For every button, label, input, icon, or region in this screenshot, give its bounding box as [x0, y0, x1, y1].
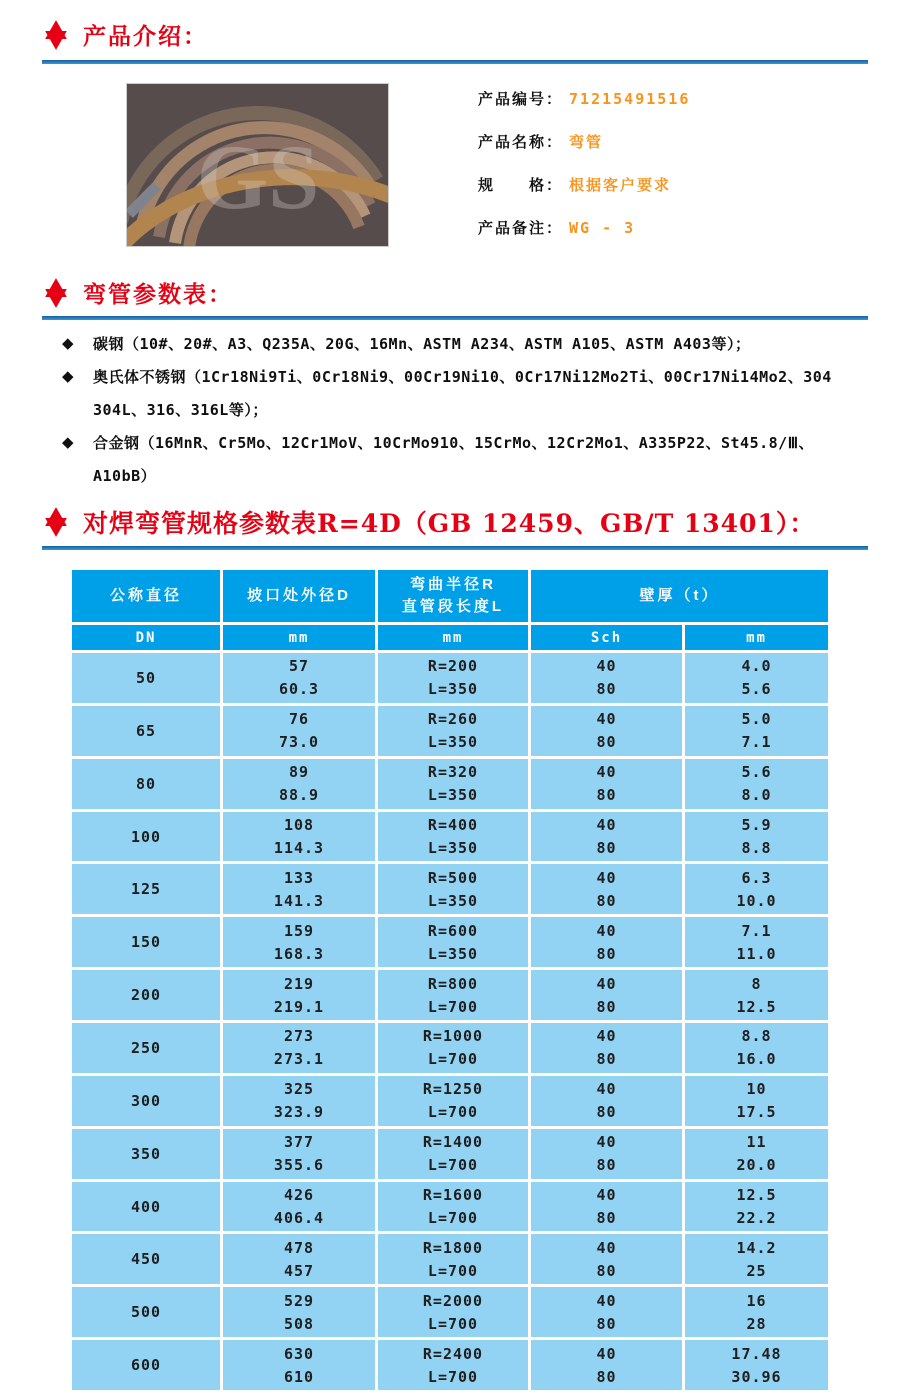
spec-table-header	[72, 570, 828, 622]
bullet-item-line	[62, 334, 868, 367]
field-value: 71215491516	[569, 90, 691, 108]
star-icon	[42, 506, 70, 538]
table-row	[72, 1340, 828, 1390]
cell-dn: 80	[72, 759, 220, 809]
spec-table	[72, 570, 828, 1390]
cell-dn: 350	[72, 1129, 220, 1179]
cell-sch: 40 80	[531, 1340, 682, 1390]
bullet-text: 奥氏体不锈钢（1Cr18Ni9Ti、0Cr18Ni9、00Cr19Ni10、0Cr17Ni12Mo2Ti、00Cr17Ni14Mo2、304	[93, 368, 832, 386]
cell-sch: 40 80	[531, 1129, 682, 1179]
product-fields	[478, 88, 690, 235]
cell-radius-length: R=200 L=350	[378, 653, 528, 703]
cell-outer-diameter: 630 610	[223, 1340, 375, 1390]
cell-outer-diameter: 273 273.1	[223, 1023, 375, 1073]
star-icon	[42, 19, 70, 51]
section-params-header	[42, 276, 233, 309]
bent-pipes-image	[127, 84, 388, 246]
cell-sch: 40 80	[531, 970, 682, 1020]
bullet-text: A10bB）	[93, 467, 157, 485]
cell-dn: 600	[72, 1340, 220, 1390]
cell-thickness: 8.8 16.0	[685, 1023, 828, 1073]
cell-thickness: 5.6 8.0	[685, 759, 828, 809]
section-intro-title: 产品介绍：	[83, 23, 208, 49]
cell-outer-diameter: 219 219.1	[223, 970, 375, 1020]
cell-dn: 65	[72, 706, 220, 756]
table-row	[72, 864, 828, 914]
field-label: 产品备注：	[478, 220, 564, 237]
divider-line	[42, 316, 868, 320]
cell-thickness: 12.5 22.2	[685, 1182, 828, 1232]
cell-dn: 200	[72, 970, 220, 1020]
unit-mm: mm	[378, 625, 528, 650]
cell-radius-length: R=260 L=350	[378, 706, 528, 756]
field-value: 弯管	[569, 133, 604, 151]
table-row	[72, 1287, 828, 1337]
star-icon	[42, 277, 70, 309]
cell-dn: 125	[72, 864, 220, 914]
cell-outer-diameter: 478 457	[223, 1234, 375, 1284]
cell-radius-length: R=1800 L=700	[378, 1234, 528, 1284]
field-label: 产品名称：	[478, 134, 564, 151]
unit-sch: Sch	[531, 625, 682, 650]
bullet-item-line	[62, 433, 868, 466]
header-wall-thickness: 壁厚（t）	[531, 570, 828, 622]
field-label: 产品编号：	[478, 91, 564, 108]
cell-radius-length: R=320 L=350	[378, 759, 528, 809]
cell-thickness: 7.1 11.0	[685, 917, 828, 967]
cell-sch: 40 80	[531, 812, 682, 862]
bullet-text: 合金钢（16MnR、Cr5Mo、12Cr1MoV、10CrMo910、15CrMo、12Cr2Mo1、A335P22、St45.8/Ⅲ、	[93, 434, 815, 452]
section-spec-header	[42, 504, 815, 540]
spec-table-units-row	[72, 625, 828, 650]
cell-outer-diameter: 426 406.4	[223, 1182, 375, 1232]
cell-dn: 100	[72, 812, 220, 862]
section-intro-header	[42, 18, 208, 51]
cell-thickness: 11 20.0	[685, 1129, 828, 1179]
cell-thickness: 14.2 25	[685, 1234, 828, 1284]
unit-mm: mm	[685, 625, 828, 650]
cell-radius-length: R=2400 L=700	[378, 1340, 528, 1390]
cell-radius-length: R=2000 L=700	[378, 1287, 528, 1337]
divider-line	[42, 60, 868, 64]
cell-dn: 450	[72, 1234, 220, 1284]
cell-radius-length: R=1250 L=700	[378, 1076, 528, 1126]
section-spec-title: 对焊弯管规格参数表R=4D（GB 12459、GB/T 13401）：	[83, 509, 816, 538]
unit-dn: DN	[72, 625, 220, 650]
cell-thickness: 8 12.5	[685, 970, 828, 1020]
field-value: 根据客户要求	[569, 176, 672, 194]
table-row	[72, 970, 828, 1020]
cell-dn: 250	[72, 1023, 220, 1073]
table-row	[72, 1182, 828, 1232]
cell-sch: 40 80	[531, 1182, 682, 1232]
cell-thickness: 10 17.5	[685, 1076, 828, 1126]
diamond-icon: ◆	[62, 368, 74, 385]
cell-sch: 40 80	[531, 706, 682, 756]
cell-outer-diameter: 159 168.3	[223, 917, 375, 967]
table-row	[72, 917, 828, 967]
cell-radius-length: R=500 L=350	[378, 864, 528, 914]
bullet-item-line	[62, 466, 868, 499]
cell-outer-diameter: 89 88.9	[223, 759, 375, 809]
cell-radius-length: R=1000 L=700	[378, 1023, 528, 1073]
cell-outer-diameter: 325 323.9	[223, 1076, 375, 1126]
cell-sch: 40 80	[531, 759, 682, 809]
cell-sch: 40 80	[531, 917, 682, 967]
section-params-title: 弯管参数表：	[83, 281, 233, 307]
header-radius-length: 弯曲半径R 直管段长度L	[378, 570, 528, 622]
cell-radius-length: R=1400 L=700	[378, 1129, 528, 1179]
product-field	[478, 131, 690, 149]
cell-sch: 40 80	[531, 1076, 682, 1126]
table-row	[72, 812, 828, 862]
table-row	[72, 1076, 828, 1126]
cell-radius-length: R=1600 L=700	[378, 1182, 528, 1232]
cell-sch: 40 80	[531, 1287, 682, 1337]
cell-dn: 400	[72, 1182, 220, 1232]
cell-thickness: 4.0 5.6	[685, 653, 828, 703]
bullet-text: 碳钢（10#、20#、A3、Q235A、20G、16Mn、ASTM A234、ASTM A105、ASTM A403等）；	[93, 335, 751, 353]
cell-outer-diameter: 529 508	[223, 1287, 375, 1337]
cell-dn: 500	[72, 1287, 220, 1337]
table-row	[72, 759, 828, 809]
cell-dn: 150	[72, 917, 220, 967]
material-bullet-list	[62, 334, 868, 499]
cell-radius-length: R=400 L=350	[378, 812, 528, 862]
cell-sch: 40 80	[531, 1234, 682, 1284]
table-row	[72, 653, 828, 703]
diamond-icon: ◆	[62, 434, 74, 451]
cell-sch: 40 80	[531, 1023, 682, 1073]
diamond-icon: ◆	[62, 335, 74, 352]
cell-outer-diameter: 108 114.3	[223, 812, 375, 862]
cell-thickness: 17.48 30.96	[685, 1340, 828, 1390]
cell-outer-diameter: 57 60.3	[223, 653, 375, 703]
cell-outer-diameter: 76 73.0	[223, 706, 375, 756]
cell-thickness: 5.9 8.8	[685, 812, 828, 862]
cell-thickness: 5.0 7.1	[685, 706, 828, 756]
product-field	[478, 217, 690, 235]
product-photo	[126, 83, 389, 247]
cell-thickness: 6.3 10.0	[685, 864, 828, 914]
cell-sch: 40 80	[531, 653, 682, 703]
header-nominal-diameter: 公称直径	[72, 570, 220, 622]
cell-thickness: 16 28	[685, 1287, 828, 1337]
cell-dn: 300	[72, 1076, 220, 1126]
cell-sch: 40 80	[531, 864, 682, 914]
divider-line	[42, 546, 868, 550]
table-row	[72, 1234, 828, 1284]
field-label: 规 格：	[478, 177, 564, 194]
field-value: WG - 3	[569, 219, 636, 237]
table-row	[72, 1129, 828, 1179]
photo-watermark: GS	[196, 126, 320, 228]
product-field	[478, 174, 690, 192]
cell-radius-length: R=800 L=700	[378, 970, 528, 1020]
header-outer-diameter: 坡口处外径D	[223, 570, 375, 622]
bullet-text: 304L、316、316L等）；	[93, 401, 268, 419]
cell-outer-diameter: 133 141.3	[223, 864, 375, 914]
unit-mm: mm	[223, 625, 375, 650]
cell-outer-diameter: 377 355.6	[223, 1129, 375, 1179]
product-field	[478, 88, 690, 106]
cell-dn: 50	[72, 653, 220, 703]
bullet-item-line	[62, 367, 868, 400]
bullet-item-line	[62, 400, 868, 433]
cell-radius-length: R=600 L=350	[378, 917, 528, 967]
table-row	[72, 1023, 828, 1073]
table-row	[72, 706, 828, 756]
